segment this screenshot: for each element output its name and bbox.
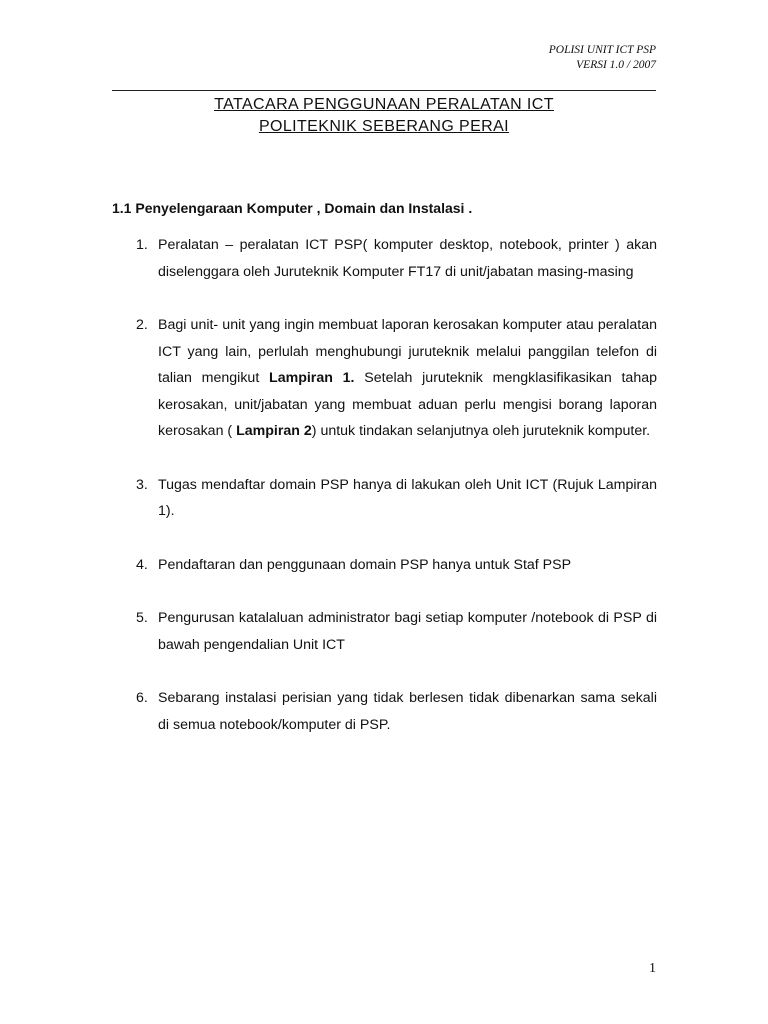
list-item-text-part: ) untuk tindakan selanjutnya oleh juruteknik komputer.: [311, 423, 651, 439]
list-item-number: 4.: [136, 556, 148, 573]
header-version-line: VERSI 1.0 / 2007: [576, 59, 656, 71]
list-item-text-part: Bagi unit- unit yang ingin membuat laporan kerosakan komputer atau peralatan ICT yang lain, perlulah menghubungi juruteknik melalui panggilan telefon di talian mengikut: [158, 317, 657, 386]
list-item-text: Pengurusan katalaluan administrator bagi setiap komputer /notebook di PSP di bawah pengendalian Unit ICT: [158, 610, 657, 653]
list-item-text-part: Setelah juruteknik mengklasifikasikan tahap kerosakan, unit/jabatan yang membuat aduan perlu mengisi borang laporan kerosakan (: [158, 370, 657, 439]
list-item-number: 1.: [136, 237, 148, 253]
header-divider: [112, 90, 656, 91]
list-item-text: [158, 317, 657, 439]
title-line-1: TATACARA PENGGUNAAN PERALATAN ICT: [214, 96, 554, 113]
list-item-number: 3.: [136, 476, 148, 493]
document-title: [112, 94, 656, 138]
list-item-number: 6.: [136, 690, 148, 706]
list-item: [112, 232, 657, 285]
list-item: [112, 472, 657, 525]
list-item: [112, 605, 657, 658]
section-heading: 1.1 Penyelengaraan Komputer , Domain dan Instalasi .: [112, 200, 473, 216]
header-policy-line: POLISI UNIT ICT PSP: [548, 44, 656, 56]
title-line-2: POLITEKNIK SEBERANG PERAI: [258, 118, 510, 135]
list-item-text: Pendaftaran dan penggunaan domain PSP hanya untuk Staf PSP: [158, 556, 572, 573]
list-item: [112, 685, 657, 738]
list-item-number: 2.: [136, 317, 148, 333]
list-item-text: Peralatan – peralatan ICT PSP( komputer desktop, notebook, printer ) akan diselenggara oleh Juruteknik Komputer FT17 di unit/jabatan masing-masing: [158, 237, 657, 280]
list-item-text: Sebarang instalasi perisian yang tidak berlesen tidak dibenarkan sama sekali di semua notebook/komputer di PSP.: [158, 690, 657, 733]
appendix-reference-2: Lampiran 2: [236, 423, 312, 439]
document-header: [549, 43, 656, 73]
procedure-list: [112, 232, 657, 765]
list-item-text: Tugas mendaftar domain PSP hanya di lakukan oleh Unit ICT (Rujuk Lampiran 1).: [158, 476, 657, 519]
page-number: 1: [649, 961, 656, 976]
list-item: [112, 312, 657, 445]
list-item-number: 5.: [136, 610, 148, 626]
list-item: [112, 552, 657, 579]
appendix-reference-1: Lampiran 1.: [269, 370, 355, 386]
